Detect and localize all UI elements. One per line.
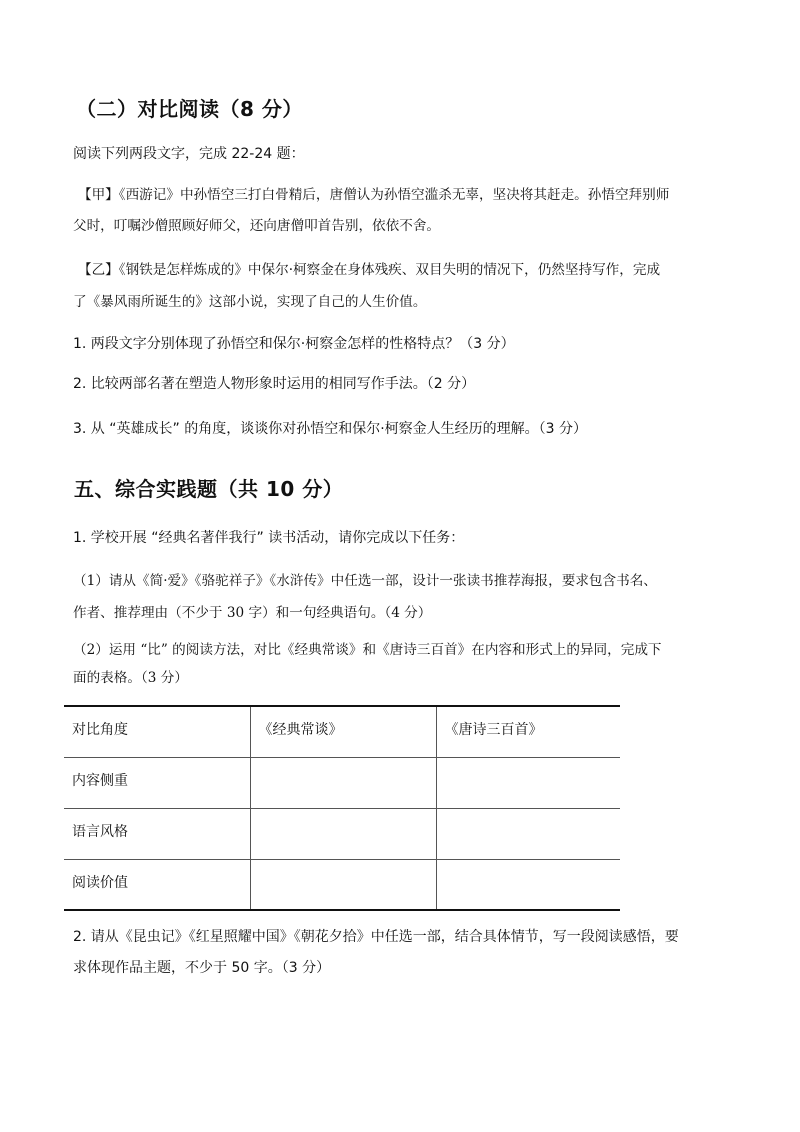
section-heading-practice: 五、综合实践题（共 10 分） bbox=[74, 477, 344, 501]
instruction-text: 阅读下列两段文字，完成 22-24 题： bbox=[73, 146, 305, 162]
table-row-label: 阅读价值 bbox=[64, 859, 250, 910]
practice-q2-line2: 求体现作品主题，不少于 50 字。（3 分） bbox=[73, 960, 331, 976]
task2-line1: （2）运用 “比” 的阅读方法，对比《经典常谈》和《唐诗三百首》在内容和形式上的异同，完成下 bbox=[73, 642, 662, 658]
section-heading-comparative: （二）对比阅读（8 分） bbox=[76, 97, 303, 121]
question-1: 1. 两段文字分别体现了孙悟空和保尔·柯察金怎样的性格特点？（3 分） bbox=[73, 336, 515, 352]
table-answer-cell[interactable] bbox=[436, 808, 620, 859]
table-header-cell: 对比角度 bbox=[64, 706, 250, 757]
table-row-label: 语言风格 bbox=[64, 808, 250, 859]
question-2: 2. 比较两部名著在塑造人物形象时运用的相同写作手法。（2 分） bbox=[73, 376, 476, 392]
table-answer-cell[interactable] bbox=[436, 859, 620, 910]
table-header-cell: 《唐诗三百首》 bbox=[436, 706, 620, 757]
table-row-label: 内容侧重 bbox=[64, 757, 250, 808]
task1-line2: 作者、推荐理由（不少于 30 字）和一句经典语句。（4 分） bbox=[73, 605, 432, 621]
practice-q1-intro: 1. 学校开展 “经典名著伴我行” 读书活动，请你完成以下任务： bbox=[73, 530, 465, 546]
passage-jia-line2: 父时，叮嘱沙僧照顾好师父，还向唐僧叩首告别，依依不舍。 bbox=[73, 218, 441, 234]
question-3: 3. 从 “英雄成长” 的角度，谈谈你对孙悟空和保尔·柯察金人生经历的理解。（3 分） bbox=[73, 421, 588, 437]
passage-yi-line1: 【乙】《钢铁是怎样炼成的》中保尔·柯察金在身体残疾、双目失明的情况下，仍然坚持写作，完成 bbox=[78, 262, 661, 278]
task1-line1: （1）请从《简·爱》《骆驼祥子》《水浒传》中任选一部，设计一张读书推荐海报，要求包含书名、 bbox=[73, 573, 657, 589]
table-answer-cell[interactable] bbox=[250, 757, 436, 808]
table-row bbox=[64, 808, 620, 859]
table-answer-cell[interactable] bbox=[250, 808, 436, 859]
table-header-row bbox=[64, 706, 620, 757]
comparison-table bbox=[64, 705, 620, 911]
table-answer-cell[interactable] bbox=[436, 757, 620, 808]
table-answer-cell[interactable] bbox=[250, 859, 436, 910]
practice-q2-line1: 2. 请从《昆虫记》《红星照耀中国》《朝花夕拾》中任选一部，结合具体情节，写一段阅读感悟，要 bbox=[73, 929, 679, 945]
passage-yi-line2: 了《暴风雨所诞生的》这部小说，实现了自己的人生价值。 bbox=[73, 294, 427, 310]
table-header-cell: 《经典常谈》 bbox=[250, 706, 436, 757]
task2-line2: 面的表格。（3 分） bbox=[73, 670, 188, 686]
table-row bbox=[64, 859, 620, 910]
passage-jia-line1: 【甲】《西游记》中孙悟空三打白骨精后，唐僧认为孙悟空滥杀无辜，坚决将其赶走。孙悟空拜别师 bbox=[78, 187, 670, 203]
table-row bbox=[64, 757, 620, 808]
